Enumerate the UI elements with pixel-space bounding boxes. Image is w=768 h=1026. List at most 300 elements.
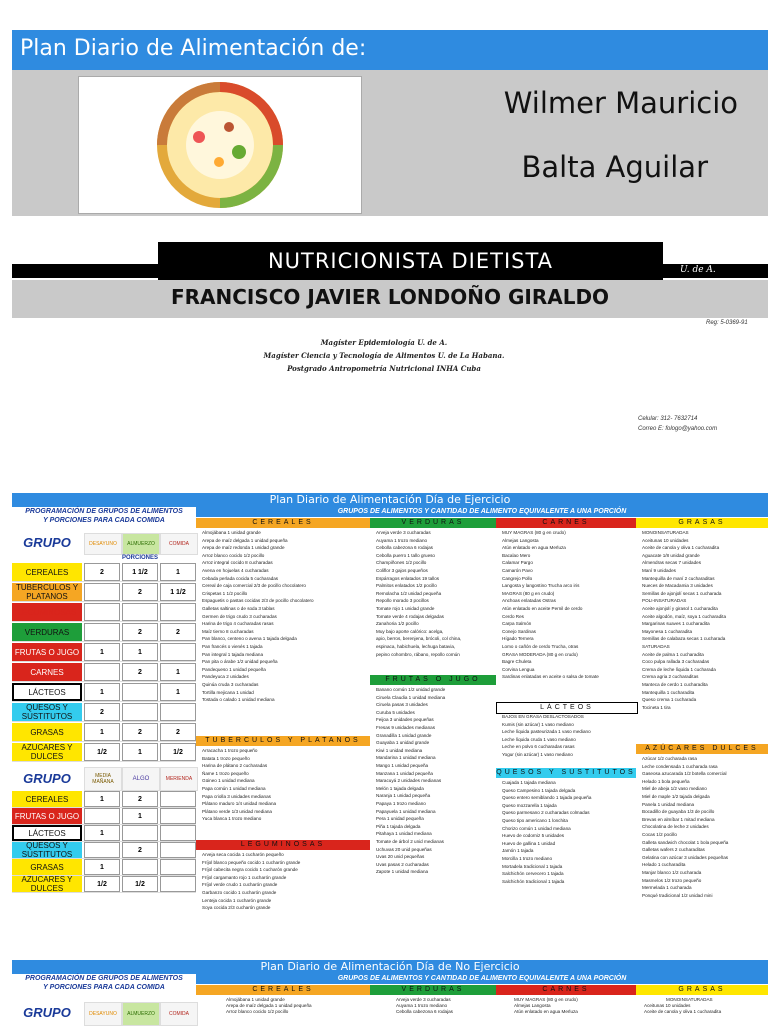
portion-value [84, 808, 120, 824]
food-equivalent-item: Gelatina con azúcar 3 unidades pequeñas [642, 854, 729, 860]
food-equivalent-item: Zapote 1 unidad mediana [376, 869, 429, 875]
food-equivalent-item: Manteca de cerdo 1 cucharadita [642, 682, 708, 687]
portion-value [122, 859, 158, 875]
portion-value: 1 [122, 643, 158, 661]
portion-row [12, 603, 196, 622]
food-equivalent-item: Almejas Langosta [502, 537, 539, 543]
food-equivalent-item: Anchoas enlatadas Ostras [502, 598, 556, 604]
food-equivalent-item: Cebolla puerro 1 tallo grueso [376, 552, 435, 558]
food-equivalent-item: Yuca blanca 1 trozo mediano [202, 816, 262, 822]
portion-value: 2 [122, 842, 158, 858]
plan2-grasas-head: GRASAS [636, 985, 768, 995]
portion-value: 1 [84, 723, 120, 741]
group-name: CEREALES [12, 791, 82, 807]
plan2-gra-item: MONOINSATURADAS [666, 997, 713, 1002]
food-equivalent-item: Queso Campesino 1 tajada delgada [502, 787, 576, 793]
food-equivalent-item: Coliflor 3 gajos pequeños [376, 568, 428, 573]
food-equivalent-item: Maracuyá 2 unidades medianas [376, 778, 442, 784]
food-equivalent-item: Espárragos enlatados 19 tallos [376, 575, 440, 581]
portion-row [12, 723, 196, 742]
portion-value: 2 [160, 623, 196, 641]
food-equivalent-item: Mantequilla 1 cucharadita [642, 689, 695, 695]
food-equivalent-item: Fríjol blanco pequeño cocido 1 cucharón grande [202, 859, 301, 865]
food-equivalent-item: Aceite de palma 1 cucharadita [642, 651, 704, 657]
patient-first-name: Wilmer Mauricio [503, 86, 738, 120]
group-name: VERDURAS [12, 623, 82, 641]
food-equivalent-item: Calamar Pargo [502, 560, 533, 566]
food-equivalent-item: Ciruela Claudia 1 unidad mediana [376, 694, 446, 700]
credential-3: Postgrado Antropometría Nutricional INHA Cuba [287, 364, 481, 373]
portion-value: 2 [122, 623, 158, 641]
food-equivalent-item: Kiwi 1 unidad mediana [376, 747, 423, 753]
portion-value: 2 [122, 791, 158, 807]
food-equivalent-item: Arroz integral cocido 8 cucharadas [202, 560, 273, 566]
plan-header-bar [12, 30, 768, 70]
food-equivalent-item: Batata 1 trozo pequeño [202, 755, 250, 761]
food-equivalent-item: Semillas de calabaza secas 1 cucharada [642, 636, 726, 642]
food-group-header: FRUTAS O JUGO [370, 675, 496, 685]
group-name: QUESOS Y SUSTITUTOS [12, 703, 82, 721]
food-equivalent-item: Miel de maple 1/2 tajada delgada [642, 794, 710, 799]
food-equivalent-item: Mango 1 unidad pequeña [376, 763, 429, 768]
portion-value: 1 [84, 825, 120, 841]
portion-value [160, 825, 196, 841]
food-equivalent-item: Arveja seca cocida 1 cucharón pequeño [202, 852, 284, 857]
food-equivalent-item: Manjar blanco 1/2 cucharada [642, 870, 702, 875]
merienda-header: MERIENDA [160, 767, 198, 791]
food-equivalent-item: GRASA MODERADA (80 g en crudo) [502, 651, 578, 657]
food-equivalent-item: Carpa Salmón [502, 621, 532, 627]
portion-value [160, 808, 196, 824]
food-equivalent-item: Manzana 1 unidad pequeña [376, 770, 433, 776]
food-equivalent-item: Jamón 1 tajada [502, 848, 534, 854]
food-equivalent-item: Espaguetis o pastas cocidas 2/3 de pocillo chocolatero [202, 598, 314, 604]
plan2-gra-item: Aceitunas 10 unidades [644, 1003, 691, 1008]
food-group-header: TUBERCULOS Y PLATANOS [196, 736, 370, 746]
food-equivalent-item: Leche líquida pasteurizada 1 vaso mediano [502, 729, 591, 735]
portion-row [12, 623, 196, 642]
food-equivalent-item: Melón 1 tajada delgada [376, 785, 424, 791]
portion-value: 1 [160, 563, 196, 581]
plan2-left-panel [12, 974, 196, 1024]
food-equivalent-item: Cereal de caja comercial 2/3 de pocillo chocolatero [202, 583, 306, 589]
portion-value: 1/2 [84, 876, 120, 892]
food-equivalent-item: Banano común 1/2 unidad grande [376, 687, 446, 692]
food-group-header: VERDURAS [370, 518, 496, 528]
food-equivalent-item: Fresas 9 unidades medianas [376, 725, 435, 730]
food-equivalent-item: Atún enlatado en aceite Pernil de cerdo [502, 606, 583, 611]
food-equivalent-item: MAGRAS (80 g en crudo) [502, 590, 555, 596]
food-equivalent-item: Sardinas enlatadas en aceite o salsa de tomate [502, 674, 599, 680]
portion-value: 2 [122, 723, 158, 741]
portion-value [84, 663, 120, 681]
food-equivalent-item: Pera 1 unidad pequeña [376, 816, 424, 822]
grupo-header-plan2: GRUPO [23, 1004, 71, 1020]
portion-value: 1 [84, 683, 120, 701]
plan2-title-bar [12, 960, 768, 974]
food-equivalent-item: Galletas wafers 2 cucharaditas [642, 847, 705, 853]
food-equivalent-item: Arepa de maíz delgada 1 unidad pequeña [202, 537, 288, 543]
food-equivalent-item: Ponqué tradicional 1/2 unidad mini [642, 892, 713, 898]
phone: Celular: 312- 7632714 [638, 416, 698, 422]
snack-row [12, 808, 196, 825]
snack-row [12, 791, 196, 808]
portion-value: 2 [84, 563, 120, 581]
portion-value: 2 [160, 723, 196, 741]
portion-value [160, 876, 196, 892]
portion-value [160, 703, 196, 721]
group-name: CARNES [12, 663, 82, 681]
portion-row [12, 583, 196, 602]
food-equivalent-item: Cangrejo Pollo [502, 575, 533, 581]
food-equivalent-item: Güineo 1 unidad mediana [202, 778, 255, 784]
portion-value [84, 603, 120, 621]
food-equivalent-item: Papaya 1 trozo mediano [376, 801, 426, 806]
food-equivalent-item: Leche condensada 1 cucharada rasa [642, 763, 718, 769]
food-equivalent-item: Mantequilla de maní 2 cucharaditas [642, 575, 715, 581]
food-group-header: LEGUMINOSAS [196, 840, 370, 850]
food-equivalent-item: Conejo Sardinas [502, 628, 536, 634]
food-equivalent-item: SATURADAS [642, 644, 670, 649]
portion-row [12, 663, 196, 682]
snack-row [12, 876, 196, 893]
food-equivalent-item: Champiñones 1/2 pocillo [376, 560, 427, 566]
plan2-cereales-head: CEREALES [196, 985, 370, 995]
food-equivalent-item: Tomate de árbol 2 unid medianas [376, 839, 444, 844]
portion-value [160, 603, 196, 621]
food-group-header: LÁCTEOS [496, 702, 638, 714]
plan1-title-bar [12, 493, 768, 507]
group-name: TUBERCULOS Y PLATANOS [12, 583, 82, 601]
food-equivalent-item: Mermelada 1 cucharada [642, 885, 692, 891]
left-title-line2: Y PORCIONES PARA CADA COMIDA [43, 517, 165, 524]
food-equivalent-item: Tostada o calado 1 unidad mediana [202, 697, 275, 703]
portion-value: 1/2 [84, 743, 120, 761]
food-equivalent-item: Crema de leche líquida 1 cucharada [642, 666, 716, 672]
food-equivalent-item: Mortadela tradicional 1 tajada [502, 863, 563, 869]
portion-value: 2 [122, 663, 158, 681]
portion-value [84, 583, 120, 601]
food-equivalent-item: Granadilla 1 unidad grande [376, 732, 432, 738]
plan2-car-item: MUY MAGRAS (80 g en crudo) [514, 997, 578, 1002]
snack-row [12, 859, 196, 876]
food-equivalent-item: Queso mozzarella 1 tajada [502, 802, 557, 808]
food-equivalent-item: Almojábana 1 unidad grande [202, 530, 261, 535]
food-group-header: AZÚCARES DULCES [636, 744, 768, 754]
plan2-cer-item: Arepa de maíz delgada 1 unidad pequeña [226, 1003, 312, 1008]
portion-value [160, 643, 196, 661]
desayuno-header-plan2: DESAYUNO [84, 1002, 122, 1026]
desayuno-header: DESAYUNO [84, 533, 122, 555]
food-equivalent-item: pepino cohombro, rábano, repollo común [376, 651, 460, 657]
food-equivalent-item: Salchichón tradicional 1 tajada [502, 878, 565, 884]
food-equivalent-item: Ñame 1 trozo pequeño [202, 770, 249, 776]
food-equivalent-item: Huevo de codorniz 5 unidades [502, 833, 565, 839]
food-equivalent-item: Piña 1 tajada delgada [376, 823, 421, 829]
food-equivalent-item: Masmelos 1/2 trozo pequeño [642, 877, 702, 883]
food-equivalent-item: Uvas 20 unid pequeñas [376, 854, 425, 860]
food-equivalent-item: Leche líquida cruda 1 vaso mediano [502, 736, 576, 742]
plan2-ver-item: Auyama 1 trozo mediano [396, 1003, 448, 1008]
portion-value: 1 [84, 643, 120, 661]
food-equivalent-item: Tomate verde 4 rodajas delgadas [376, 613, 444, 619]
food-equivalent-item: Leche en polvo 6 cucharadas rasas [502, 744, 575, 750]
food-equivalent-item: Pan pita o árabe 1/2 unidad pequeña [202, 659, 278, 665]
food-equivalent-item: apio, berros, berenjena, brócoli, col china, [376, 636, 462, 642]
food-equivalent-item: BAJOS EN GRASA DESLACTOSADOS [502, 714, 584, 719]
food-equivalent-item: Miel de abeja 1/2 vaso mediano [642, 786, 707, 792]
food-equivalent-item: Coco pulpa rallada 3 cucharadas [642, 659, 710, 665]
portion-value [84, 623, 120, 641]
food-equivalent-item: Fríjol cargamanto rojo 1 cucharón grande [202, 874, 287, 880]
food-equivalent-item: Bagre Chuleta [502, 659, 532, 665]
portion-value: 1 [160, 663, 196, 681]
food-equivalent-item: Soya cocida 2/3 cucharón grande [202, 905, 271, 911]
food-equivalent-item: Mandarina 1 unidad mediana [376, 755, 436, 761]
plan2-cer-item: Almojábana 1 unidad grande [226, 997, 285, 1002]
group-name: CEREALES [12, 563, 82, 581]
food-equivalent-item: Aguacate 1/8 unidad grande [642, 552, 700, 558]
nutritionist-name: FRANCISCO JAVIER LONDOÑO GIRALDO [170, 285, 610, 309]
group-name: AZUCARES Y DULCES [12, 876, 82, 892]
food-equivalent-item: Arveja verde 3 cucharadas [376, 530, 431, 535]
food-equivalent-item: Uchuvas 20 unid pequeñas [376, 846, 432, 852]
food-equivalent-item: Gaseosa azucarada 1/2 botella comercial [642, 771, 727, 777]
plan-title: Plan Diario de Alimentación de: [20, 36, 367, 61]
food-equivalent-item: Papayuela 1 unidad mediana [376, 808, 436, 814]
food-equivalent-item: Bacalao Mero [502, 552, 531, 558]
food-equivalent-item: Pitahaya 1 unidad mediana [376, 831, 432, 837]
group-name: GRASAS [12, 723, 82, 741]
food-equivalent-item: POLI-INSATURADAS [642, 598, 687, 604]
food-equivalent-item: Garbanzo cocido 1 cucharón grande [202, 890, 277, 895]
food-equivalent-item: Fríjol verde crudo 1 cucharón grande [202, 882, 278, 888]
food-equivalent-item: Arroz blanco cocido 1/2 pocillo [202, 552, 265, 558]
food-equivalent-item: Pan integral 1 tajada mediana [202, 651, 264, 657]
nutritionist-name-bar [12, 280, 768, 318]
food-equivalent-item: Lenteja cocida 1 cucharón grande [202, 897, 272, 903]
portion-row [12, 563, 196, 582]
food-equivalent-item: Harina de trigo 4 cucharadas rasas [202, 621, 274, 627]
food-equivalent-item: Aceite de canola y oliva 1 cucharadita [642, 545, 720, 551]
food-equivalent-item: Pan blanco, centeno o avena 1 tajada delgada [202, 636, 297, 642]
portion-value [122, 703, 158, 721]
food-equivalent-item: Arracacha 1 trozo pequeño [202, 748, 258, 753]
registration: Reg: 5-0369-91 [706, 320, 748, 326]
portion-value [160, 842, 196, 858]
food-equivalent-item: Remolacha 1/2 unidad pequeña [376, 590, 442, 596]
left-title-line1: PROGRAMACIÓN DE GRUPOS DE ALIMENTOS [25, 508, 183, 515]
food-equivalent-item: Queso crema 1 cucharada [642, 697, 697, 703]
food-equivalent-item: Lomo o cañón de cerdo Trucha, otras [502, 644, 579, 649]
portion-value: 1/2 [122, 876, 158, 892]
food-equivalent-item: Naranja 1 unidad pequeña [376, 793, 431, 799]
food-equivalent-item: Atún enlatado en agua Merluza [502, 545, 566, 551]
food-group-header: GRASAS [636, 518, 768, 528]
food-equivalent-item: Plátano maduro 1/4 unidad mediana [202, 801, 277, 807]
plan1-left-panel [12, 507, 196, 919]
portion-value: 1 [122, 743, 158, 761]
patient-last-name: Balta Aguilar [521, 150, 708, 184]
food-equivalent-item: Semillas de ajonjolí secas 1 cucharada [642, 590, 722, 596]
food-equivalent-item: Aceitunas 10 unidades [642, 537, 689, 543]
food-wheel-image [78, 76, 362, 214]
food-equivalent-item: Cerdo Res [502, 613, 524, 619]
food-equivalent-item: Margarinas suaves 1 cucharadita [642, 621, 710, 627]
credential-1: Magíster Epidemiología U. de A. [320, 338, 448, 347]
food-group-header: CARNES [496, 518, 636, 528]
food-equivalent-item: Palmitos enlatados 1/2 pocillo [376, 583, 437, 589]
plan2-cer-item: Arroz blanco cocido 1/2 pocillo [226, 1009, 289, 1014]
food-equivalent-item: espinaca, habichuela, lechuga batavia, [376, 644, 456, 649]
group-name: LÁCTEOS [12, 683, 82, 701]
plan2-gra-item: Aceite de canola y oliva 1 cucharadita [644, 1009, 722, 1014]
portion-value [160, 791, 196, 807]
food-equivalent-item: Quinúa cruda 3 cucharadas [202, 682, 259, 687]
food-equivalent-item: Crema agria 2 cucharaditas [642, 674, 699, 680]
email: Correo E: fologo@yahoo.com [638, 426, 718, 432]
food-equivalent-item: Papa criolla 3 unidades medianas [202, 793, 271, 799]
portion-value: 1 [160, 683, 196, 701]
comida-header-plan2: COMIDA [160, 1002, 198, 1026]
food-equivalent-item: Cocas 1/2 pocillo [642, 832, 677, 837]
group-name: QUESOS Y SUSTITUTOS [12, 842, 82, 858]
portion-value: 1/2 [160, 743, 196, 761]
food-equivalent-item: Galletas saltinas o de soda 3 tablas [202, 606, 275, 611]
plan2-ver-item: Arveja verde 3 cucharadas [396, 997, 451, 1002]
food-equivalent-item: Maní 9 unidades [642, 568, 676, 573]
food-equivalent-item: Corvina Lengua [502, 666, 535, 672]
portion-row [12, 643, 196, 662]
food-equivalent-item: Fríjol cabecita negra cocido 1 cucharón grande [202, 867, 298, 873]
plan2-title: Plan Diario de Alimentación Día de No Ejercicio [260, 960, 520, 973]
food-equivalent-item: Mayonesa 1 cucharadita [642, 628, 693, 634]
left2-title-line2: Y PORCIONES PARA CADA COMIDA [43, 984, 165, 991]
group-name: GRASAS [12, 859, 82, 875]
plan1-title: Plan Diario de Alimentación Día de Ejercicio [269, 493, 511, 506]
group-name: LEGUMINOSAS [12, 603, 82, 621]
food-equivalent-item: Brevas en almíbar 1 mitad mediana [642, 816, 715, 822]
food-equivalent-item: Germen de trigo crudo 3 cucharadas [202, 613, 277, 619]
media-manana-header: MEDIA MAÑANA [84, 767, 122, 791]
food-equivalent-item: Plátano verde 1/3 unidad mediana [202, 808, 272, 814]
snack-row [12, 842, 196, 859]
portion-row [12, 683, 196, 702]
plan1-right-title: GRUPOS DE ALIMENTOS Y CANTIDAD DE ALIMENTO EQUIVALENTE A UNA PORCIÓN [196, 507, 768, 517]
food-equivalent-item: Avena en hojuelas 4 cucharadas [202, 568, 269, 573]
left2-title-line1: PROGRAMACIÓN DE GRUPOS DE ALIMENTOS [25, 975, 183, 982]
food-equivalent-item: Galleta sandwich chocolat 1 bola pequeña [642, 839, 729, 845]
algo-header: ALGO [122, 767, 160, 791]
portion-value: 2 [122, 583, 158, 601]
food-equivalent-item: Panela 1 unidad mediana [642, 801, 695, 807]
food-equivalent-item: Queso parmesano 2 cucharadas colmadas [502, 810, 590, 816]
plan2-food-columns [196, 985, 768, 1024]
food-equivalent-item: Morcilla 1 trozo mediano [502, 856, 553, 861]
food-equivalent-item: Pandequeso 1 unidad pequeña [202, 666, 266, 672]
food-equivalent-item: Camarón Pavo [502, 568, 533, 573]
portion-value: 1 [84, 791, 120, 807]
portion-value: 1 [84, 859, 120, 875]
food-equivalent-item: Zanahoria 1/2 pocillo [376, 621, 419, 627]
porciones-label: PORCIONES [121, 555, 158, 561]
group-name: LÁCTEOS [12, 825, 82, 841]
plan2-right-title: GRUPOS DE ALIMENTOS Y CANTIDAD DE ALIMENTO EQUIVALENTE A UNA PORCIÓN [196, 974, 768, 984]
portion-value [122, 603, 158, 621]
food-equivalent-item: Crispetas 1 1/2 pocillo [202, 590, 248, 596]
food-group-header: CEREALES [196, 518, 370, 528]
food-equivalent-item: Helado 1 bola pequeña [642, 778, 690, 784]
comida-header: COMIDA [160, 533, 198, 555]
snack-row [12, 825, 196, 842]
food-equivalent-item: Arepa de maíz redonda 1 unidad grande [202, 545, 285, 551]
food-equivalent-item: Harina de plátano 2 cucharadas [202, 763, 268, 769]
plan2-car-item: Atún enlatado en agua Merluza [514, 1009, 578, 1014]
food-equivalent-item: Ciruela pasas 3 unidades [376, 702, 428, 708]
almuerzo-header-plan2: ALMUERZO [122, 1002, 160, 1026]
portion-value: 1 1/2 [122, 563, 158, 581]
food-equivalent-item: Cuajada 1 tajada mediana [502, 780, 556, 785]
food-equivalent-item: Hígado Ternera [502, 636, 534, 642]
food-equivalent-item: Cebada perlada cocida 5 cucharadas [202, 575, 279, 581]
food-equivalent-item: Cebolla cabezona 6 rodajas [376, 545, 433, 551]
portion-value: 1 1/2 [160, 583, 196, 601]
food-equivalent-item: Guayaba 1 unidad grande [376, 740, 430, 746]
food-group-header: QUESOS Y SUSTITUTOS [496, 769, 636, 776]
food-equivalent-item: Bocadillo de guayaba 1/3 de pocillo [642, 809, 715, 815]
food-equivalent-item: Pan francés o vienés 1 tajada [202, 644, 263, 649]
food-equivalent-item: Papa común 1 unidad mediana [202, 786, 266, 791]
portion-value: 2 [84, 703, 120, 721]
portion-row [12, 743, 196, 762]
portion-value [84, 842, 120, 858]
food-equivalent-item: Langosta y langostino Trucha arco iris [502, 583, 580, 589]
food-equivalent-item: Nueces de Macadamia 3 unidades [642, 583, 713, 589]
plan2-carnes-head: CARNES [496, 985, 636, 995]
portion-value [122, 683, 158, 701]
food-equivalent-item: Helado 1 cucharadita [642, 862, 686, 868]
food-equivalent-item: Tomate rojo 1 unidad grande [376, 606, 435, 611]
food-equivalent-item: MUY MAGRAS (80 g en crudo) [502, 530, 566, 535]
food-equivalent-item: Aceite algodón, maíz, soya 1 cucharadita [642, 613, 727, 619]
food-equivalent-item: Tortilla mejicana 1 unidad [202, 689, 254, 695]
almuerzo-header: ALMUERZO [122, 533, 160, 555]
credential-2: Magíster Ciencia y Tecnología de Alimentos U. de La Habana. [263, 351, 505, 360]
plan1-food-columns [196, 518, 768, 920]
food-equivalent-item: Curuba 5 unidades [376, 709, 415, 715]
food-equivalent-item: Repollo morado 3 pocillos [376, 598, 429, 604]
food-equivalent-item: Chocolatina de leche 2 unidades [642, 824, 709, 830]
grupo-header: GRUPO [23, 534, 71, 550]
food-equivalent-item: Azúcar 1/2 cucharada rasa [642, 756, 697, 761]
food-equivalent-item: Pandeyuca 2 unidades [202, 674, 249, 680]
food-equivalent-item: Auyama 1 trozo mediano [376, 537, 428, 543]
food-equivalent-item: Aceite ajonjolí y girasol 1 cucharadita [642, 606, 718, 611]
nutritionist-role: NUTRICIONISTA DIETISTA [158, 242, 663, 280]
food-equivalent-item: Chorizo común 1 unidad mediana [502, 825, 571, 831]
food-equivalent-item: Queso entero semiblando 1 tajada pequeña [502, 795, 592, 801]
food-equivalent-item: Salchichón cervecero 1 tajada [502, 871, 564, 877]
food-equivalent-item: Huevo de gallina 1 unidad [502, 840, 556, 846]
food-equivalent-item: Muy bajo aporte calórico: acelga, [376, 628, 444, 634]
food-equivalent-item: Tocineta 1 tira [642, 704, 671, 710]
food-equivalent-item: Feijoa 3 unidades pequeñas [376, 717, 434, 723]
food-equivalent-item: Queso tipo americano 1 lonchita [502, 818, 568, 823]
portion-value: 1 [122, 808, 158, 824]
food-equivalent-item: Almendras secas 7 unidades [642, 560, 701, 566]
group-name: FRUTAS O JUGO [12, 643, 82, 661]
food-equivalent-item: MONOINSATURADAS [642, 530, 689, 535]
